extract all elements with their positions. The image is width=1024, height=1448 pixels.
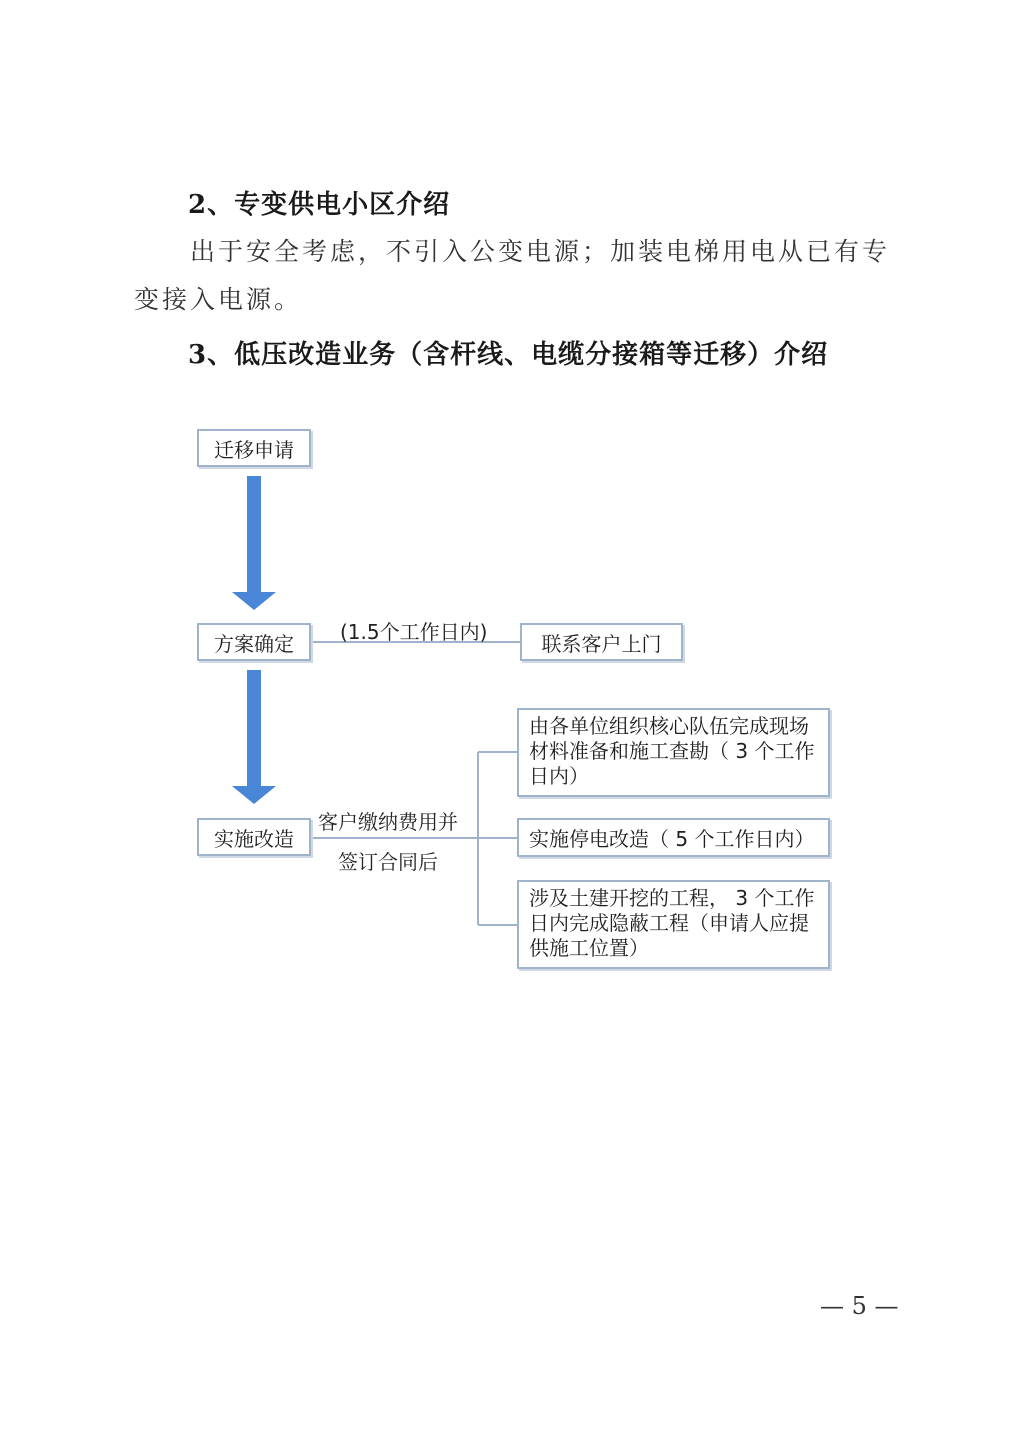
plan-contact-duration-label: (1.5个工作日内) <box>340 620 488 644</box>
branch-civil-works-box: 涉及土建开挖的工程， 3 个工作日内完成隐蔽工程（申请人应提供施工位置） <box>517 880 830 969</box>
section-2-heading: 2、专变供电小区介绍 <box>188 190 451 220</box>
branch-outage-box: 实施停电改造（ 5 个工作日内） <box>517 818 830 857</box>
section-2-paragraph: 出于安全考虑，不引入公变电源；加装电梯用电从已有专变接入电源。 <box>134 237 891 314</box>
down-arrow-1 <box>232 476 276 610</box>
step-migration-box: 迁移申请 <box>197 429 311 467</box>
payment-label-line1: 客户缴纳费用并 <box>318 810 458 834</box>
section-3-heading: 3、低压改造业务（含杆线、电缆分接箱等迁移）介绍 <box>188 340 829 370</box>
branch-connectors <box>311 752 517 925</box>
page-number: — 5 — <box>820 1292 899 1320</box>
payment-label-line2: 签订合同后 <box>338 850 438 874</box>
branch-core-team-box: 由各单位组织核心队伍完成现场材料准备和施工查勘（ 3 个工作日内） <box>517 708 830 797</box>
step-implement-box: 实施改造 <box>197 818 311 856</box>
down-arrow-2 <box>232 670 276 804</box>
contact-customer-box: 联系客户上门 <box>520 623 683 661</box>
step-plan-box: 方案确定 <box>197 623 311 661</box>
